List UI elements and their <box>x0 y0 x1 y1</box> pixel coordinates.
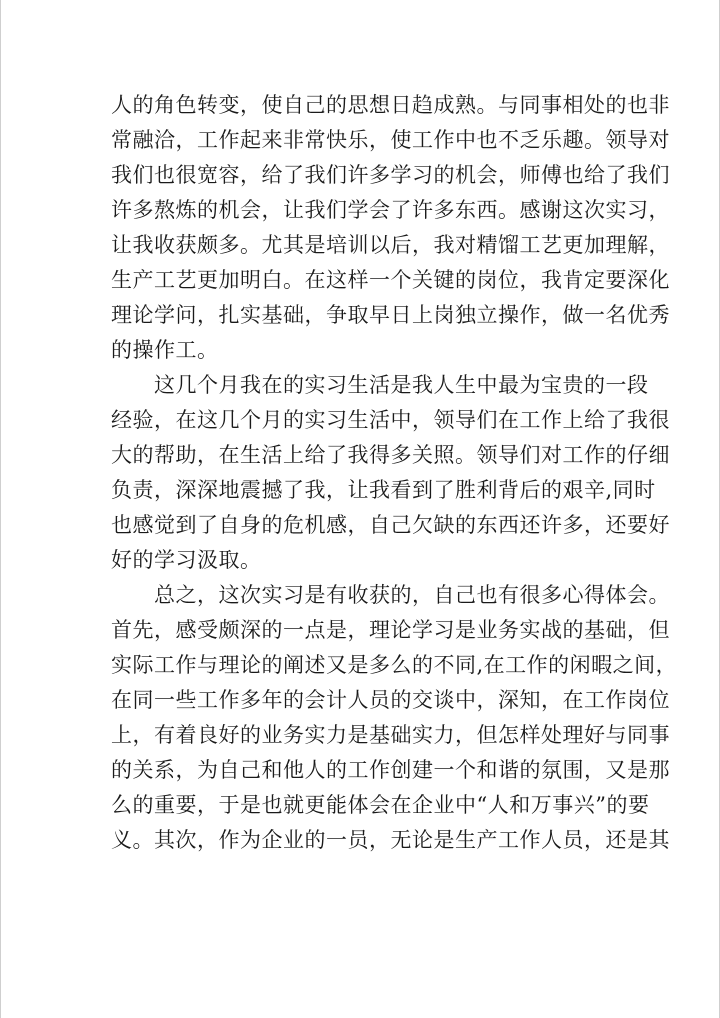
text-line: 上，有着良好的业务实力是基础实力，但怎样处理好与同事 <box>111 723 670 747</box>
text-line: 首先，感受颇深的一点是，理论学习是业务实战的基础，但 <box>111 618 670 642</box>
text-line: 常融洽，工作起来非常快乐，使工作中也不乏乐趣。领导对 <box>111 128 670 152</box>
text-line: 的关系，为自己和他人的工作创建一个和谐的氛围，又是那 <box>111 758 670 782</box>
text-line: 负责，深深地震撼了我，让我看到了胜利背后的艰辛,同时 <box>111 478 656 502</box>
text-line: 大的帮助，在生活上给了我得多关照。领导们对工作的仔细 <box>111 443 670 467</box>
text-line: 在同一些工作多年的会计人员的交谈中，深知，在工作岗位 <box>111 688 670 712</box>
text-line: 这几个月我在的实习生活是我人生中最为宝贵的一段 <box>111 373 649 397</box>
text-line: 许多熬炼的机会，让我们学会了许多东西。感谢这次实习， <box>111 198 670 222</box>
document-body <box>111 88 678 858</box>
text-line: 总之，这次实习是有收获的，自己也有很多心得体会。 <box>111 583 670 607</box>
text-line: 实际工作与理论的阐述又是多么的不同,在工作的闲暇之间， <box>111 653 678 677</box>
text-line: 好的学习汲取。 <box>111 548 262 572</box>
text-line: 我们也很宽容，给了我们许多学习的机会，师傅也给了我们 <box>111 163 670 187</box>
text-line: 么的重要，于是也就更能体会在企业中“人和万事兴”的要 <box>111 793 650 817</box>
text-line: 的操作工。 <box>111 338 219 362</box>
text-line: 让我收获颇多。尤其是培训以后，我对精馏工艺更加理解， <box>111 233 670 257</box>
text-line: 经验，在这几个月的实习生活中，领导们在工作上给了我很 <box>111 408 670 432</box>
text-line: 生产工艺更加明白。在这样一个关键的岗位，我肯定要深化 <box>111 268 670 292</box>
text-line: 理论学问，扎实基础，争取早日上岗独立操作，做一名优秀 <box>111 303 670 327</box>
text-line: 也感觉到了自身的危机感，自己欠缺的东西还许多，还要好 <box>111 513 670 537</box>
text-line: 义。其次，作为企业的一员，无论是生产工作人员，还是其 <box>111 828 670 852</box>
text-line: 人的角色转变，使自己的思想日趋成熟。与同事相处的也非 <box>111 93 670 117</box>
